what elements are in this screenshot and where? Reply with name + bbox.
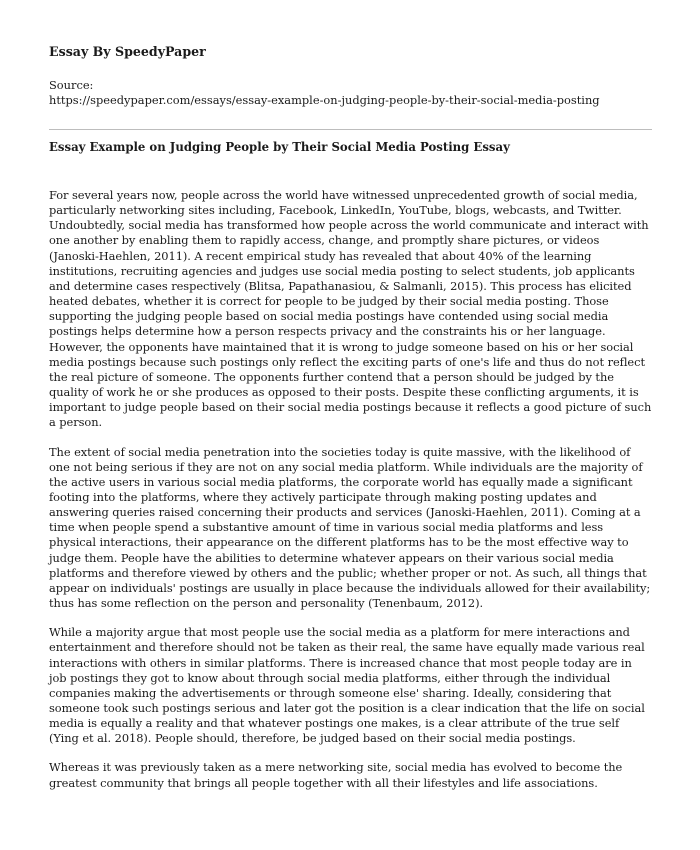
- source-url: https://speedypaper.com/essays/essay-example-on-judging-people-by-their-social-media-posting: [49, 93, 600, 107]
- essay-paragraph-2: The extent of social media penetration into the societies today is quite massive, with the likelihood of one not being serious if they are not on any social media platform. While individuals are the majority of the active users in various social media platforms, the corporate world has equally made a significant footing into the platforms, where they actively participate through making posting updates and answering queries raised concerning their products and services (Janoski-Haehlen, 2011). Coming at a time when people spend a substantive amount of time in various social media platforms and less physical interactions, their appearance on the different platforms has to be the most effective way to judge them. People have the abilities to determine whatever appears on their various social media platforms and therefore viewed by others and the public; whether proper or not. As such, all things that appear on individuals' postings are usually in place because the individuals allowed for their availability; thus has some reflection on the person and personality (Tenenbaum, 2012).: [49, 444, 651, 611]
- essay-paragraph-1: For several years now, people across the world have witnessed unprecedented growth of social media, particularly networking sites including, Facebook, LinkedIn, YouTube, blogs, webcasts, and Twitter. Undoubtedly, social media has transformed how people across the world communicate and interact with one another by enabling them to rapidly access, change, and promptly share pictures, or videos (Janoski-Haehlen, 2011). A recent empirical study has revealed that about 40% of the learning institutions, recruiting agencies and judges use social media posting to select students, job applicants and determine cases respectively (Blitsa, Papathanasiou, & Salmanli, 2015). This process has elicited heated debates, whether it is correct for people to be judged by their social media posting. Those supporting the judging people based on social media postings have contended using social media postings helps determine how a person respects privacy and the constraints his or her language. However, the opponents have maintained that it is wrong to judge someone based on his or her social media postings because such postings only reflect the exciting parts of one's life and thus do not reflect the real picture of someone. The opponents further contend that a person should be judged by the quality of work he or she produces as opposed to their posts. Despite these conflicting arguments, it is important to judge people based on their social media postings because it reflects a good picture of such a person.: [49, 188, 652, 430]
- essay-paragraph-4: Whereas it was previously taken as a mere networking site, social media has evolved to become the greatest community that brings all people together with all their lifestyles and life associations.: [49, 760, 623, 790]
- essay-title: Essay Example on Judging People by Their Social Media Posting Essay: [49, 140, 510, 154]
- essay-paragraph-3: While a majority argue that most people use the social media as a platform for mere interactions and entertainment and therefore should not be taken as their real, the same have equally made various real interactions with others in similar platforms. There is increased chance that most people today are in job postings they got to know about through social media platforms, either through the individual companies making the advertisements or through someone else' sharing. Ideally, considering that someone took such postings serious and later got the position is a clear indication that the life on social media is equally a reality and that whatever postings one makes, is a clear attribute of the true self (Ying et al. 2018). People should, therefore, be judged based on their social media postings.: [49, 625, 645, 746]
- header-divider: [49, 129, 652, 130]
- essay-body: [49, 188, 652, 791]
- source-label: Source:: [49, 78, 94, 92]
- document-brand: Essay By SpeedyPaper: [49, 44, 206, 59]
